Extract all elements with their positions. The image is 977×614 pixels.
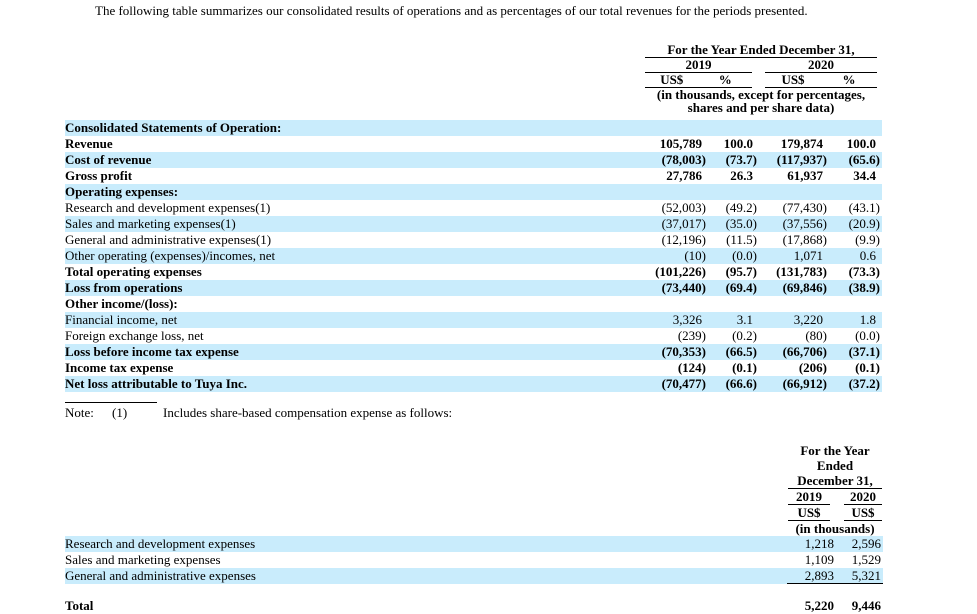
table-row xyxy=(65,200,882,216)
pct-2020-cell xyxy=(823,296,876,312)
us-2019-cell: (52,003) xyxy=(661,200,706,215)
row-label: Sales and marketing expenses xyxy=(65,552,221,567)
us-2020-cell: (80) xyxy=(805,328,827,343)
percent-header-2019: % xyxy=(718,72,732,87)
us-2020-cell: (17,868) xyxy=(782,232,827,247)
note-text: Includes share-based compensation expense as follows: xyxy=(163,405,453,420)
currency-row-2 xyxy=(788,505,882,521)
row-label: General and administrative expenses xyxy=(65,568,256,583)
table-row xyxy=(65,280,882,296)
us-2020-cell: (131,783) xyxy=(776,264,827,279)
pct-2020-cell: (20.9) xyxy=(848,216,880,231)
total-row xyxy=(65,598,883,614)
pct-2019-cell: (0.0) xyxy=(732,248,757,263)
pct-2020-cell: (73.3) xyxy=(848,264,880,279)
table-row xyxy=(65,536,883,552)
pct-2020-cell: (0.0) xyxy=(855,328,880,343)
period-header: For the Year Ended December 31, xyxy=(645,43,877,58)
us-2020-cell: (77,430) xyxy=(782,200,827,215)
year-2020-label-2: 2020 xyxy=(844,489,882,505)
table-row xyxy=(65,344,882,360)
note-ref: (1) xyxy=(112,405,128,420)
row-label: Cost of revenue xyxy=(65,152,152,167)
row-label: Loss from operations xyxy=(65,280,183,295)
pct-2019-cell xyxy=(702,184,753,200)
currency-header-2020-2: US$ xyxy=(844,505,882,521)
row-label: Research and development expenses xyxy=(65,536,256,551)
table-row xyxy=(65,568,883,584)
footnote-rule xyxy=(65,402,157,403)
us-2019-cell: (73,440) xyxy=(661,280,706,295)
pct-2019-cell xyxy=(702,296,753,312)
table-row xyxy=(65,248,882,264)
us-2019-cell: (12,196) xyxy=(661,232,706,247)
us-2019-cell xyxy=(618,296,702,312)
us-2019-cell: 1,109 xyxy=(804,552,834,567)
us-2020-cell: 5,321 xyxy=(834,568,883,584)
table1-header xyxy=(645,43,877,114)
year-2020-label: 2020 xyxy=(765,58,877,73)
pct-2020-cell xyxy=(823,120,876,136)
us-2020-cell xyxy=(753,296,823,312)
pct-2020-cell xyxy=(823,184,876,200)
pct-2019-cell: (0.2) xyxy=(732,328,757,343)
pct-2019-cell xyxy=(702,120,753,136)
row-label: Sales and marketing expenses(1) xyxy=(65,216,236,231)
row-label: General and administrative expenses(1) xyxy=(65,232,272,247)
row-label: Income tax expense xyxy=(65,360,174,375)
us-2019-cell: (124) xyxy=(677,360,706,375)
pct-2019-cell: 26.3 xyxy=(730,168,753,183)
us-2020-cell: (206) xyxy=(798,360,827,375)
us-2020-cell xyxy=(753,184,823,200)
table-row xyxy=(65,296,882,312)
table2-total-row xyxy=(65,598,883,614)
table1-rows xyxy=(65,120,882,392)
us-2019-cell: (10) xyxy=(684,248,706,263)
table-row xyxy=(65,360,882,376)
year-2019-label: 2019 xyxy=(645,58,752,73)
pct-2019-cell: (66.6) xyxy=(725,376,757,391)
us-2020-cell: 179,874 xyxy=(780,136,823,151)
total-label: Total xyxy=(65,598,94,613)
units-note-line-1: (in thousands, except for percentages, xyxy=(656,87,866,102)
us-2019-cell: (101,226) xyxy=(655,264,706,279)
us-2019-cell: (239) xyxy=(677,328,706,343)
table-row xyxy=(65,264,882,280)
currency-header-2019: US$ xyxy=(660,72,684,87)
table-row xyxy=(65,168,882,184)
currency-header-2019-2: US$ xyxy=(788,505,830,521)
note-prefix: Note: xyxy=(65,405,94,420)
pct-2020-cell: (37.1) xyxy=(848,344,880,359)
pct-2019-cell: 3.1 xyxy=(736,312,753,327)
units-note-line-2: shares and per share data) xyxy=(687,100,835,115)
percent-header-2020: % xyxy=(842,72,856,87)
period-line-2: Ended xyxy=(816,458,854,473)
table2-rows xyxy=(65,536,883,584)
us-2020-cell: (69,846) xyxy=(782,280,827,295)
pct-2019-cell: (95.7) xyxy=(725,264,757,279)
units-note xyxy=(645,88,877,114)
table-row xyxy=(65,120,882,136)
pct-2020-cell: (9.9) xyxy=(855,232,880,247)
us-2019-cell xyxy=(618,184,702,200)
us-2020-cell: 61,937 xyxy=(787,168,823,183)
us-2019-cell: (78,003) xyxy=(661,152,706,167)
table-row xyxy=(65,552,883,568)
row-label: Research and development expenses(1) xyxy=(65,200,271,215)
us-2019-cell: (70,353) xyxy=(661,344,706,359)
row-label: Other income/(loss): xyxy=(65,296,178,311)
group-2020-headers xyxy=(765,73,877,88)
us-2019-cell: 27,786 xyxy=(666,168,702,183)
pct-2019-cell: (66.5) xyxy=(725,344,757,359)
us-2020-cell: 1,071 xyxy=(793,248,823,263)
group-2019-headers xyxy=(645,73,752,88)
table-row xyxy=(65,152,882,168)
pct-2020-cell: 34.4 xyxy=(853,168,876,183)
pct-2019-cell: (35.0) xyxy=(725,216,757,231)
pct-2020-cell: (65.6) xyxy=(848,152,880,167)
period-header-2 xyxy=(788,443,882,489)
pct-2020-cell: 0.6 xyxy=(859,248,876,263)
pct-2020-cell: (37.2) xyxy=(848,376,880,391)
total-us-2019-cell: 5,220 xyxy=(804,598,834,613)
pct-2019-cell: (0.1) xyxy=(732,360,757,375)
pct-2019-cell: (49.2) xyxy=(725,200,757,215)
us-2020-cell: 2,596 xyxy=(851,536,881,551)
table-row xyxy=(65,232,882,248)
us-2019-cell: 3,326 xyxy=(672,312,702,327)
currency-header-2020: US$ xyxy=(781,72,805,87)
year-2019-label-2: 2019 xyxy=(788,489,830,505)
row-label: Total operating expenses xyxy=(65,264,202,279)
table-row xyxy=(65,184,882,200)
row-label: Operating expenses: xyxy=(65,184,179,199)
us-2020-cell: (117,937) xyxy=(776,152,827,167)
row-label: Loss before income tax expense xyxy=(65,344,239,359)
pct-2019-cell: (73.7) xyxy=(725,152,757,167)
us-2019-cell: (37,017) xyxy=(661,216,706,231)
row-label: Financial income, net xyxy=(65,312,178,327)
period-line-3: December 31, xyxy=(797,473,873,488)
pct-2019-cell: (11.5) xyxy=(726,232,757,247)
table-row xyxy=(65,376,882,392)
currency-percent-row xyxy=(645,73,877,88)
period-line-1: For the Year xyxy=(800,443,870,458)
table2-header xyxy=(788,443,882,536)
us-2020-cell xyxy=(753,120,823,136)
table-row xyxy=(65,328,882,344)
us-2020-cell: 1,529 xyxy=(851,552,881,567)
year-row xyxy=(645,58,877,73)
table-row xyxy=(65,136,882,152)
row-label: Foreign exchange loss, net xyxy=(65,328,204,343)
table-row xyxy=(65,216,882,232)
us-2019-cell: 1,218 xyxy=(804,536,834,551)
us-2020-cell: (66,706) xyxy=(782,344,827,359)
pct-2020-cell: (43.1) xyxy=(848,200,880,215)
row-label: Revenue xyxy=(65,136,113,151)
us-2019-cell: (70,477) xyxy=(661,376,706,391)
table-row xyxy=(65,312,882,328)
units-note-2: (in thousands) xyxy=(795,521,875,536)
us-2019-cell: 105,789 xyxy=(659,136,702,151)
pct-2020-cell: 1.8 xyxy=(859,312,876,327)
total-us-2020-cell: 9,446 xyxy=(851,598,881,613)
row-label: Other operating (expenses)/incomes, net xyxy=(65,248,276,263)
row-label: Net loss attributable to Tuya Inc. xyxy=(65,376,248,391)
us-2019-cell xyxy=(618,120,702,136)
pct-2020-cell: (0.1) xyxy=(855,360,880,375)
year-row-2 xyxy=(788,489,882,505)
us-2019-cell: 2,893 xyxy=(787,568,834,584)
us-2020-cell: (66,912) xyxy=(782,376,827,391)
us-2020-cell: 3,220 xyxy=(793,312,823,327)
intro-paragraph: The following table summarizes our consolidated results of operations and as percentages of our total revenues for the periods presented. xyxy=(95,3,808,18)
pct-2020-cell: (38.9) xyxy=(848,280,880,295)
row-label: Gross profit xyxy=(65,168,133,183)
pct-2019-cell: 100.0 xyxy=(723,136,753,151)
us-2020-cell: (37,556) xyxy=(782,216,827,231)
row-label: Consolidated Statements of Operation: xyxy=(65,120,282,135)
pct-2019-cell: (69.4) xyxy=(725,280,757,295)
footnote xyxy=(65,405,977,421)
pct-2020-cell: 100.0 xyxy=(846,136,876,151)
